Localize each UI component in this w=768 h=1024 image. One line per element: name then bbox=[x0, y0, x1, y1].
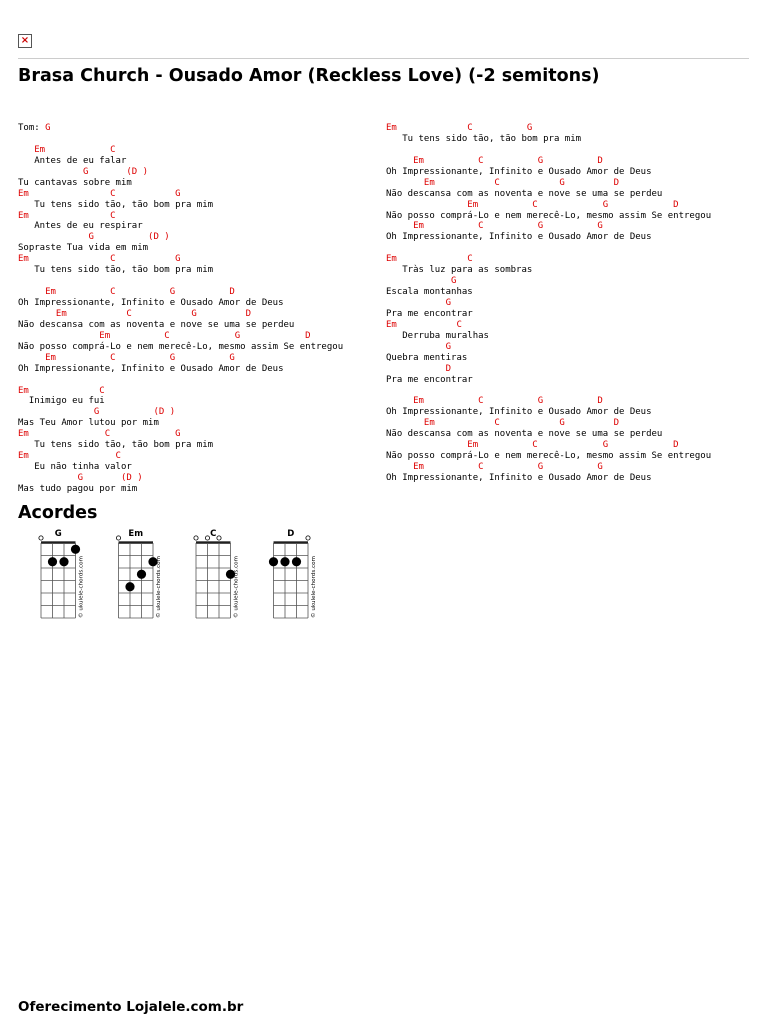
chord-text: Em C G D bbox=[386, 155, 603, 166]
lyric-line bbox=[18, 298, 343, 309]
lyric-line bbox=[386, 189, 711, 200]
lyric-line bbox=[386, 232, 711, 243]
chord-line bbox=[386, 298, 711, 309]
lyric-text: Não posso comprá-Lo e nem merecê-Lo, mesmo assim Se entregou bbox=[386, 451, 712, 462]
lyric-line bbox=[386, 287, 711, 298]
lyric-line bbox=[386, 243, 711, 254]
lyric-line bbox=[18, 156, 343, 167]
lyric-text: Não posso comprá-Lo e nem merecê-Lo, mesmo assim Se entregou bbox=[18, 341, 344, 352]
lyric-line bbox=[386, 167, 711, 178]
lyric-line bbox=[18, 418, 343, 429]
lyric-text: Pra me encontrar bbox=[386, 308, 473, 319]
nut bbox=[41, 541, 76, 543]
lyric-text: Não descansa com as noventa e nove se uma se perdeu bbox=[386, 429, 663, 440]
watermark-text: © ukulele-chords.com bbox=[311, 556, 317, 618]
chord-text: Em C G G bbox=[386, 462, 603, 473]
lyric-text: Antes de eu respirar bbox=[18, 221, 143, 232]
lyric-text: Oh Impressionante, Infinito e Ousado Amor de Deus bbox=[386, 407, 652, 418]
chord-name: C bbox=[210, 529, 217, 539]
chord-text: Em C G bbox=[386, 123, 533, 133]
broken-image-icon: × bbox=[18, 34, 32, 48]
lyric-line bbox=[386, 145, 711, 156]
finger-dot bbox=[137, 570, 146, 579]
lyric-text: Tu tens sido tão, tão bom pra mim bbox=[18, 440, 214, 451]
open-string-marker bbox=[39, 536, 43, 540]
chord-text: Em C G G bbox=[386, 221, 603, 232]
chord-text: Em C bbox=[18, 385, 105, 396]
chord-line bbox=[18, 189, 343, 200]
chord-name: Em bbox=[128, 529, 144, 539]
lyric-text: Derruba muralhas bbox=[386, 330, 489, 341]
chord-line bbox=[18, 232, 343, 243]
lyric-text: Escala montanhas bbox=[386, 287, 473, 298]
lyric-line bbox=[18, 462, 343, 473]
chord-text: Em C G bbox=[18, 429, 181, 440]
lyric-text: Tu tens sido tão, tão bom pra mim bbox=[386, 133, 582, 144]
lyric-line bbox=[18, 375, 343, 386]
chord-diagrams bbox=[26, 527, 346, 632]
page-title: Brasa Church - Ousado Amor (Reckless Love) (-2 semitons) bbox=[18, 66, 600, 86]
chord-line bbox=[18, 309, 343, 320]
finger-dot bbox=[125, 582, 134, 591]
chord-line bbox=[18, 451, 343, 462]
lyric-line bbox=[386, 451, 711, 462]
lyric-line bbox=[18, 320, 343, 331]
lyric-line bbox=[386, 211, 711, 222]
chord-text: Em C G D bbox=[386, 177, 619, 188]
chord-text: Em C bbox=[18, 451, 121, 462]
chord-diagram-em bbox=[116, 529, 162, 618]
watermark-text: © ukulele-chords.com bbox=[156, 556, 162, 618]
chord-text: D bbox=[386, 363, 452, 374]
lyric-text: Oh Impressionante, Infinito e Ousado Amor de Deus bbox=[386, 473, 652, 483]
chord-text: Em C G D bbox=[386, 440, 679, 451]
lyric-text: Não descansa com as noventa e nove se uma se perdeu bbox=[18, 319, 295, 330]
lyric-line bbox=[18, 243, 343, 254]
lyric-line bbox=[386, 309, 711, 320]
lyric-text: Quebra mentiras bbox=[386, 352, 468, 363]
lyric-line bbox=[18, 364, 343, 375]
chord-line bbox=[18, 287, 343, 298]
lyric-text: Oh Impressionante, Infinito e Ousado Amor de Deus bbox=[386, 232, 652, 243]
chord-text: Em C G bbox=[18, 254, 181, 265]
chord-line bbox=[386, 276, 711, 287]
chord-diagram-g bbox=[39, 529, 85, 618]
chord-line bbox=[18, 353, 343, 364]
chord-line bbox=[386, 418, 711, 429]
lyric-line bbox=[18, 484, 343, 495]
lyric-line bbox=[18, 396, 343, 407]
finger-dot bbox=[48, 557, 57, 566]
lyric-text: Pra me encontrar bbox=[386, 374, 473, 385]
footer-sponsor: Oferecimento Lojalele.com.br bbox=[18, 999, 244, 1015]
chord-line bbox=[18, 429, 343, 440]
lyric-line bbox=[386, 473, 711, 484]
lyric-text: Tu tens sido tão, tão bom pra mim bbox=[18, 199, 214, 210]
finger-dot bbox=[292, 557, 301, 566]
watermark-text: © ukulele-chords.com bbox=[233, 556, 240, 618]
lyric-line bbox=[18, 276, 343, 287]
lyric-text: Tràs luz para as sombras bbox=[386, 265, 533, 276]
chord-text: G (D ) bbox=[18, 232, 170, 243]
finger-dot bbox=[59, 557, 68, 566]
lyric-text: Mas tudo pagou por mim bbox=[18, 483, 138, 494]
lyric-line bbox=[386, 134, 711, 145]
section-title-chords: Acordes bbox=[18, 503, 98, 523]
chord-text: Em C bbox=[386, 319, 462, 330]
chord-text: Em C G D bbox=[18, 330, 311, 341]
lyric-line bbox=[18, 265, 343, 276]
lyric-text: Sopraste Tua vida em mim bbox=[18, 243, 149, 254]
lyric-line bbox=[386, 331, 711, 342]
lyric-text: Mas Teu Amor lutou por mim bbox=[18, 418, 159, 429]
lyric-text: Não descansa com as noventa e nove se uma se perdeu bbox=[386, 188, 663, 199]
nut bbox=[196, 541, 231, 543]
chord-line bbox=[18, 145, 343, 156]
finger-dot bbox=[269, 557, 278, 566]
lyric-line bbox=[18, 221, 343, 232]
chord-line bbox=[386, 440, 711, 451]
chord-line bbox=[386, 364, 711, 375]
lyric-line bbox=[18, 178, 343, 189]
chord-text: Em C bbox=[18, 144, 116, 155]
lyric-text: Não posso comprá-Lo e nem merecê-Lo, mesmo assim Se entregou bbox=[386, 210, 712, 221]
chord-line bbox=[386, 221, 711, 232]
chord-text: G (D ) bbox=[18, 407, 176, 418]
chord-line bbox=[18, 254, 343, 265]
chord-line bbox=[386, 396, 711, 407]
lyric-line bbox=[18, 134, 343, 145]
lyric-line bbox=[18, 200, 343, 211]
open-string-marker bbox=[205, 536, 209, 540]
lyric-line bbox=[386, 407, 711, 418]
chord-line bbox=[18, 473, 343, 484]
lyrics-column-right bbox=[386, 123, 711, 484]
watermark-text: © ukulele-chords.com bbox=[78, 556, 85, 618]
lyric-line bbox=[18, 342, 343, 353]
lyric-line bbox=[386, 375, 711, 386]
lyric-text: Tu cantavas sobre mim bbox=[18, 177, 132, 188]
chord-text: Em C bbox=[386, 254, 473, 265]
chord-text: G bbox=[386, 341, 452, 352]
lyric-line bbox=[386, 265, 711, 276]
chord-text: Em C G G bbox=[18, 352, 235, 363]
lyric-line bbox=[386, 429, 711, 440]
chord-diagram-d bbox=[269, 529, 317, 618]
lyric-line bbox=[18, 123, 343, 134]
lyric-text: Tom: bbox=[18, 123, 46, 133]
chord-diagram-c bbox=[194, 529, 240, 618]
lyric-text: Antes de eu falar bbox=[18, 155, 127, 166]
lyric-line bbox=[386, 353, 711, 364]
chord-text: Em C G D bbox=[18, 308, 251, 319]
chord-line bbox=[386, 123, 711, 134]
chord-text: Em C G bbox=[18, 188, 181, 199]
chord-text: Em C bbox=[18, 210, 116, 221]
lyric-text: Oh Impressionante, Infinito e Ousado Amor de Deus bbox=[18, 298, 284, 308]
chord-line bbox=[18, 331, 343, 342]
lyric-text: Inimigo eu fui bbox=[18, 396, 105, 407]
chord-text: Em C G D bbox=[386, 418, 619, 429]
chord-name: G bbox=[54, 529, 62, 539]
nut bbox=[274, 541, 309, 543]
chord-line bbox=[386, 320, 711, 331]
lyric-line bbox=[386, 386, 711, 397]
chord-text: G bbox=[386, 276, 457, 287]
chord-line bbox=[386, 254, 711, 265]
chord-text: G (D ) bbox=[18, 166, 149, 177]
chord-line bbox=[386, 156, 711, 167]
chord-line bbox=[386, 200, 711, 211]
chord-text: Em C G D bbox=[386, 199, 679, 210]
chord-line bbox=[18, 167, 343, 178]
lyric-line bbox=[18, 440, 343, 451]
open-string-marker bbox=[194, 536, 198, 540]
divider bbox=[18, 58, 749, 59]
chord-name: D bbox=[287, 529, 295, 539]
chord-text: Em C G D bbox=[18, 287, 235, 298]
chord-text: Em C G D bbox=[386, 396, 603, 407]
chord-line bbox=[18, 407, 343, 418]
open-string-marker bbox=[116, 536, 120, 540]
finger-dot bbox=[71, 545, 80, 554]
open-string-marker bbox=[217, 536, 221, 540]
chord-text: G bbox=[45, 123, 51, 133]
chord-line bbox=[18, 386, 343, 397]
chord-text: G (D ) bbox=[18, 473, 143, 483]
chord-line bbox=[386, 178, 711, 189]
chord-line bbox=[386, 462, 711, 473]
chord-text: G bbox=[386, 298, 452, 308]
lyrics-column-left bbox=[18, 123, 343, 495]
chord-line bbox=[386, 342, 711, 353]
lyric-text: Tu tens sido tão, tão bom pra mim bbox=[18, 265, 214, 276]
lyric-text: Eu não tinha valor bbox=[18, 462, 132, 473]
nut bbox=[119, 541, 154, 543]
lyric-text: Oh Impressionante, Infinito e Ousado Amor de Deus bbox=[18, 363, 284, 374]
open-string-marker bbox=[306, 536, 310, 540]
chord-line bbox=[18, 211, 343, 222]
finger-dot bbox=[280, 557, 289, 566]
lyric-text: Oh Impressionante, Infinito e Ousado Amor de Deus bbox=[386, 166, 652, 177]
